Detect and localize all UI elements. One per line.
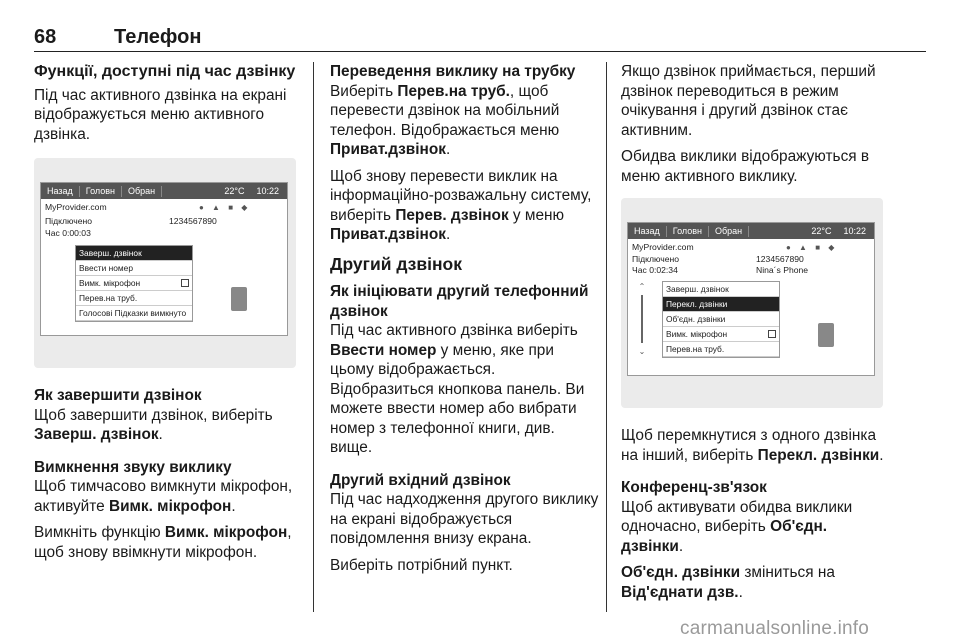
call-number: 1234567890 (169, 216, 217, 226)
tab-favorites[interactable]: Обран (122, 186, 162, 197)
menu-item-mute[interactable] (76, 276, 192, 291)
checkbox-icon[interactable] (181, 279, 189, 287)
initiate-text: Під час активного дзвінка виберіть Ввести номер у меню, яке при цьому відображається. Відобразиться кнопкова панель. Ви можете ввести номер або вибрати номер з телефонної книги, див. вище. (330, 322, 585, 456)
incoming-text: Під час надходження другого виклику на екрані відображується повідомлення внизу екрана. (330, 491, 599, 547)
menu-item-enter-number[interactable]: Ввести номер (76, 261, 192, 276)
unmute-text: Вимкніть функцію Вимк. мікрофон, щоб знову ввімкнути мікрофон. (34, 524, 292, 561)
screenshot-active-call (34, 158, 296, 368)
column-3 (621, 62, 891, 609)
screen-top-bar-2 (628, 223, 874, 239)
temperature: 22°C (224, 185, 245, 196)
call-menu-2 (662, 281, 780, 358)
call-number-2: 1234567890 (756, 254, 804, 264)
mute-text: Щоб тимчасово вимкнути мікрофон, активуйте Вимк. мікрофон. (34, 478, 293, 515)
switch-text: Щоб перемкнутися з одного дзвінка на інший, виберіть Перекл. дзвінки. (621, 427, 884, 464)
second-caller: Nina´s Phone (756, 265, 809, 275)
end-call-text: Щоб завершити дзвінок, виберіть Заверш. дзвінок. (34, 406, 273, 443)
chevron-up-icon[interactable]: ⌃ (638, 282, 646, 291)
accept-text: Якщо дзвінок приймається, перший дзвінок переводиться в режим очікування і другий дзвінок стає активним. (621, 63, 876, 139)
screen-display (40, 182, 288, 336)
both-calls-text: Обидва виклики відображуються в меню активного виклику. (621, 148, 870, 185)
section-heading-call-functions: Функції, доступні під час дзвінку (34, 63, 296, 80)
watermark: carmanualsonline.info (680, 618, 870, 639)
tab-home[interactable]: Головн (80, 186, 122, 197)
call-status: Підключено (45, 216, 93, 226)
menu-item-end-call[interactable]: Заверш. дзвінок (76, 246, 192, 261)
menu-item-end-call-2[interactable]: Заверш. дзвінок (663, 282, 779, 297)
phone-icon (231, 287, 247, 311)
clock-2: 10:22 (843, 225, 866, 236)
menu-item-mute-2-label: Вимк. мікрофон (666, 329, 728, 339)
screenshot-two-calls (621, 198, 883, 408)
temperature-2: 22°C (811, 225, 832, 236)
call-status-2: Підключено (632, 254, 680, 264)
transfer-text: Виберіть Перев.на труб., щоб перевести дзвінок на мобільний телефон. Відображається меню Приват.дзвінок. (330, 82, 560, 158)
choose-text: Виберіть потрібний пункт. (330, 556, 513, 574)
screen-display-2 (627, 222, 875, 376)
status-icons-2: ● ▲ ■ ◆ (786, 243, 838, 252)
scroll-track[interactable] (641, 295, 643, 343)
provider-name: MyProvider.com (45, 202, 107, 212)
menu-item-mute-label: Вимк. мікрофон (79, 278, 141, 288)
tab-back[interactable]: Назад (41, 186, 80, 197)
screen-top-bar (41, 183, 287, 199)
tab-back-2[interactable]: Назад (628, 226, 667, 237)
call-menu (75, 245, 193, 322)
page-title: Телефон (114, 26, 202, 48)
second-call-heading: Другий дзвінок (330, 253, 462, 274)
column-2 (330, 62, 600, 582)
status-icons: ● ▲ ■ ◆ (199, 203, 251, 212)
transfer-title: Переведення виклику на трубку (330, 63, 576, 80)
page-number: 68 (34, 26, 57, 48)
menu-item-voice-prompts[interactable]: Голосові Підказки вимкнуто (76, 306, 192, 321)
column-divider-2 (606, 62, 607, 612)
menu-item-transfer-2[interactable]: Перев.на труб. (663, 342, 779, 357)
phone-icon-2 (818, 323, 834, 347)
column-1 (34, 62, 304, 569)
menu-item-transfer[interactable]: Перев.на труб. (76, 291, 192, 306)
end-call-title: Як завершити дзвінок (34, 387, 202, 404)
provider-name-2: MyProvider.com (632, 242, 694, 252)
conference-change-text: Об'єдн. дзвінки зміниться на Від'єднати дзв.. (621, 564, 835, 601)
transfer-back-text: Щоб знову перевести виклик на інформаційно-розважальну систему, виберіть Перев. дзвінок у меню Приват.дзвінок. (330, 167, 592, 243)
conference-text: Щоб активувати обидва виклики одночасно, виберіть Об'єдн. дзвінки. (621, 498, 853, 555)
column-divider-1 (313, 62, 314, 612)
call-duration: Час 0:00:03 (45, 228, 91, 238)
chevron-down-icon[interactable]: ⌄ (638, 347, 646, 356)
clock: 10:22 (256, 185, 279, 196)
initiate-title: Як ініціювати другий телефонний дзвінок (330, 283, 589, 320)
menu-item-mute-2[interactable] (663, 327, 779, 342)
tab-home-2[interactable]: Головн (667, 226, 709, 237)
intro-paragraph: Під час активного дзвінка на екрані відображується меню активного дзвінка. (34, 86, 287, 143)
incoming-title: Другий вхідний дзвінок (330, 471, 511, 489)
checkbox-icon-2[interactable] (768, 330, 776, 338)
conference-title: Конференц-зв'язок (621, 479, 767, 496)
call-duration-2: Час 0:02:34 (632, 265, 678, 275)
scrollbar[interactable] (636, 281, 648, 356)
tab-favorites-2[interactable]: Обран (709, 226, 749, 237)
menu-item-switch-calls[interactable]: Перекл. дзвінки (663, 297, 779, 312)
page-header (34, 26, 926, 52)
menu-item-merge-calls[interactable]: Об'єдн. дзвінки (663, 312, 779, 327)
mute-title: Вимкнення звуку виклику (34, 458, 232, 476)
